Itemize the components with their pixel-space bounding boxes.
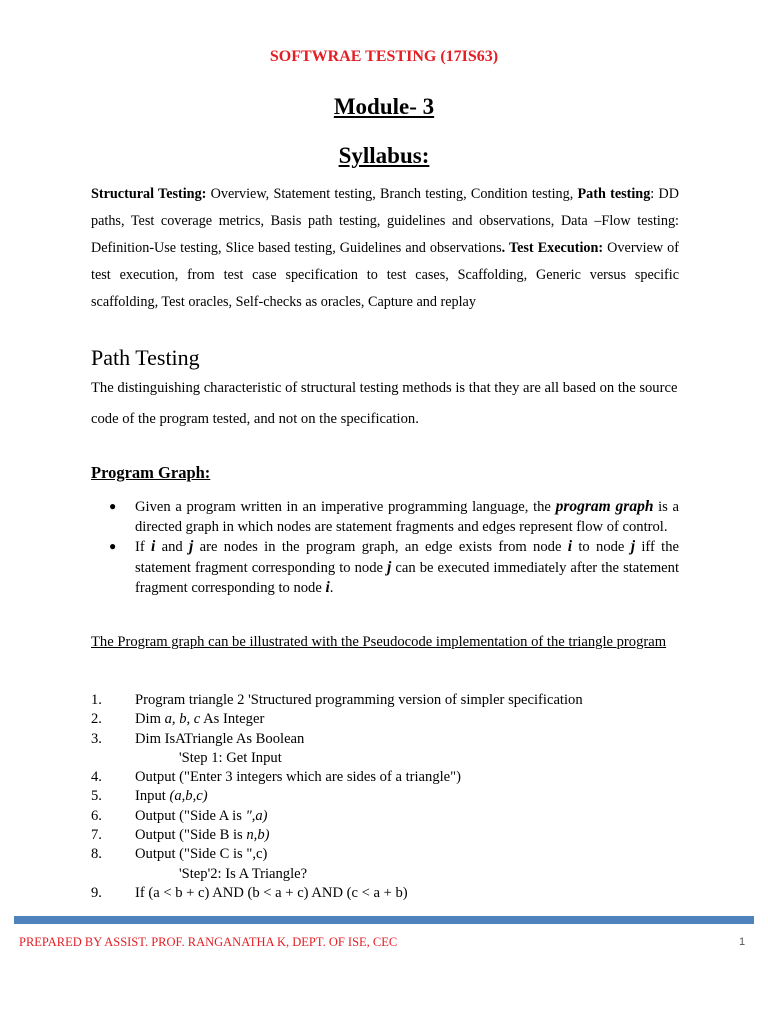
path-testing-paragraph: The distinguishing characteristic of structural testing methods is that they are all based on the source code of the program tested, and not on the specification. (91, 380, 678, 427)
comment-text: 'Step 1: Get Input (179, 749, 282, 766)
list-item (109, 537, 679, 599)
path-testing-heading: Path Testing (91, 345, 200, 370)
code-line (91, 845, 691, 864)
code-italic: n,b) (246, 827, 270, 844)
code-line (91, 768, 691, 787)
structural-testing-topics: Overview, Statement testing, Branch testing, Condition testing, (206, 186, 578, 202)
code-italic: ",a) (245, 807, 268, 824)
program-graph-term: program graph (555, 498, 654, 515)
bullet-text: is a directed graph in which nodes are statement fragments and edges represent flow of control. (135, 499, 679, 535)
bullet-text: are nodes in the program graph, an edge exists from node (193, 539, 568, 555)
period: . (501, 240, 506, 256)
code-text: Program triangle 2 'Structured programming version of simpler specification (135, 692, 583, 708)
node-i: i (325, 579, 330, 596)
node-i: i (151, 538, 156, 555)
footer-divider (14, 916, 754, 924)
line-number: 7. (91, 827, 102, 844)
comment-text: 'Step'2: Is A Triangle? (179, 865, 308, 882)
code-comment (91, 865, 691, 884)
line-number: 6. (91, 807, 102, 824)
code-line (91, 807, 691, 826)
course-title: SOFTWRAE TESTING (17IS63) (269, 48, 499, 65)
program-graph-heading: Program Graph: (91, 463, 211, 482)
bullet-text: If (135, 539, 152, 555)
pseudocode-listing (91, 691, 691, 903)
footer-prepared-by: PREPARED BY ASSIST. PROF. RANGANATHA K, DEPT. OF ISE, CEC (19, 935, 398, 949)
list-item (109, 497, 679, 537)
module-title: Module- 3 (333, 94, 435, 119)
code-text: Dim (135, 711, 165, 728)
bullet-text: to node (572, 539, 631, 555)
bullet-text: . (329, 580, 334, 596)
code-line (91, 710, 691, 729)
code-text: As Integer (200, 711, 265, 728)
code-text: Input (135, 788, 170, 805)
page-number: 1 (739, 936, 746, 948)
code-line (91, 884, 691, 903)
code-line (91, 787, 691, 806)
code-text: Dim IsATriangle As Boolean (135, 730, 305, 747)
test-execution-topics: Overview of test execution, from test case specification to test cases, Scaffolding, Generic versus specific scaffolding, Test oracles, Self-checks as oracles, Capture and replay (91, 240, 679, 310)
line-number: 8. (91, 846, 102, 863)
line-number: 1. (91, 692, 102, 708)
line-number: 3. (91, 730, 102, 747)
code-text: Output ("Side A is (135, 807, 246, 824)
structural-testing-label: Structural Testing: (91, 186, 207, 202)
test-execution-label: Test Execution: (505, 240, 604, 256)
syllabus-title: Syllabus: (338, 143, 430, 168)
code-text: Output ("Side B is (135, 827, 247, 844)
path-testing-topics: : DD paths, Test coverage metrics, Basis path testing, guidelines and observations, Data –Flow testing: Definition-Use testing, Slice based testing, Guidelines and observations (91, 186, 679, 256)
code-text: Output ("Enter 3 integers which are sides of a triangle") (135, 769, 461, 786)
syllabus-text (91, 181, 679, 316)
code-line (91, 730, 691, 749)
bullet-text: and (155, 539, 190, 555)
code-comment (91, 749, 691, 768)
code-italic: a, b, c (164, 711, 201, 728)
code-line (91, 691, 691, 710)
line-number: 2. (91, 711, 102, 728)
bullet-text: Given a program written in an imperative programming language, the (135, 499, 556, 515)
code-italic: (a,b,c) (169, 788, 208, 805)
program-graph-bullets (109, 497, 679, 599)
line-number: 9. (91, 884, 102, 901)
bullet-icon: ● (109, 539, 117, 553)
bullet-text: can be executed immediately after the statement fragment corresponding to node (135, 559, 679, 596)
line-number: 5. (91, 788, 102, 805)
node-j: j (189, 538, 194, 555)
node-j: j (387, 558, 392, 576)
code-text: Output ("Side C is ",c) (135, 846, 268, 863)
code-text: If (a < b + c) AND (b < a + c) AND (c < a + b) (135, 884, 408, 901)
bullet-text: iff the statement fragment corresponding to node (135, 539, 679, 576)
code-line (91, 826, 691, 845)
path-testing-label: Path testing (577, 186, 651, 202)
node-j: j (630, 538, 636, 555)
pseudocode-intro: The Program graph can be illustrated with the Pseudocode implementation of the triangle program (91, 634, 667, 650)
line-number: 4. (91, 769, 102, 786)
node-i: i (567, 538, 573, 555)
bullet-icon: ● (109, 499, 117, 513)
